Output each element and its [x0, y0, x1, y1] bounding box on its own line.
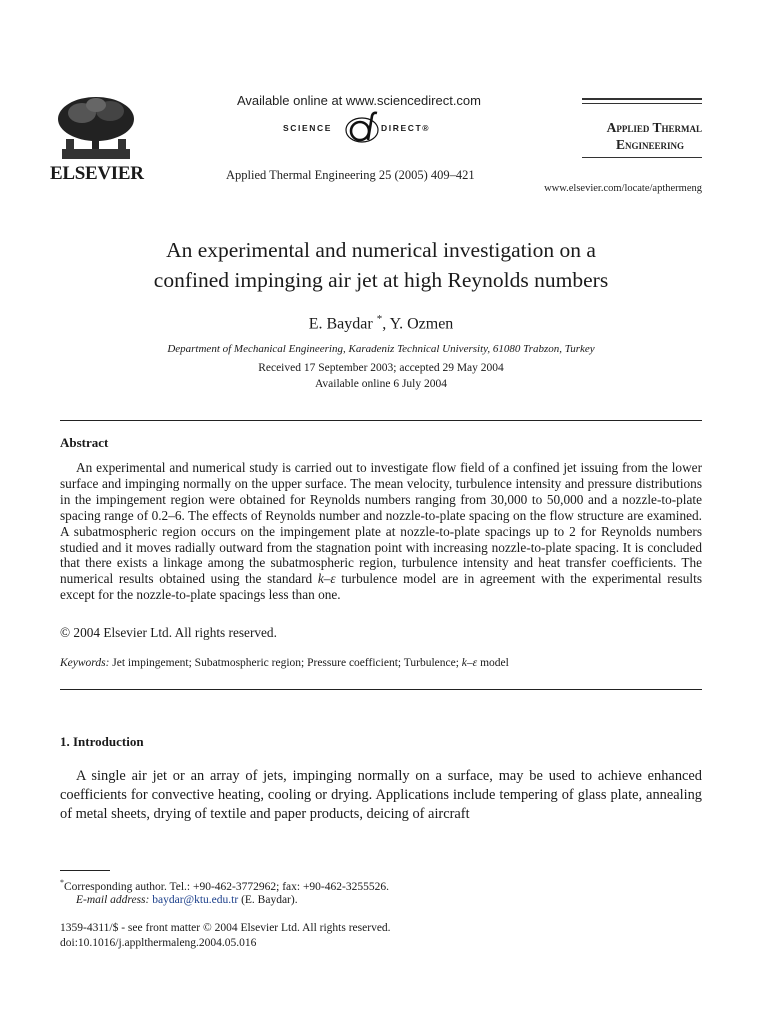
- journal-citation: Applied Thermal Engineering 25 (2005) 409–421: [226, 168, 475, 182]
- affiliation: Department of Mechanical Engineering, Karadeniz Technical University, 61080 Trabzon, Turkey: [167, 343, 595, 355]
- journal-title-rule-bottom: [582, 157, 702, 158]
- footnote-mark: *: [60, 878, 64, 887]
- footnote-corresponding: [60, 878, 389, 893]
- abstract-text-part1: An experimental and numerical study is carried out to investigate flow field of a confined jet issuing from the lower surface and impinging normally on the upper surface. The mean velocity, turbulence intensity and pressure distributions in the impingement region were obtained for Reynolds numbers ranging from 30,000 to 50,000 and a nozzle-to-plate spacing range of 0.2–6. The effects of Reynolds number and nozzle-to-plate spacing on the flow structure are examined. A subatmospheric region occurs on the impingement plate at nozzle-to-plate spacings up to 2 for Reynolds numbers studied and it moves radially outward from the stagnation point with increasing nozzle-to-plate spacing. It is concluded that there exists a linkage among the subatmospheric region, turbulence intensity and heat transfer coefficients. The numerical results obtained using the standard: [60, 460, 702, 587]
- authors: [60, 313, 702, 333]
- abstract-bottom-rule: [60, 689, 702, 690]
- author-ozmen: , Y. Ozmen: [382, 315, 454, 333]
- article-title-line2: confined impinging air jet at high Reynolds numbers: [153, 268, 609, 292]
- elsevier-tree-logo: [52, 95, 140, 161]
- journal-title-line2: Engineering: [615, 137, 684, 152]
- abstract-text-part2: turbulence model are in agreement with the experimental results except for the nozzle-to-plate spacings less than one.: [60, 571, 702, 603]
- sciencedirect-logo-right: DIRECT®: [381, 123, 431, 133]
- journal-title-rule-top-thin: [582, 103, 702, 104]
- keywords-label: Keywords:: [60, 657, 110, 669]
- received-dates: Received 17 September 2003; accepted 29 May 2004: [258, 362, 504, 374]
- sciencedirect-d-icon: [344, 110, 380, 146]
- keywords: [60, 657, 509, 669]
- available-online-text: Available online at www.sciencedirect.com: [237, 93, 481, 108]
- doi-line[interactable]: doi:10.1016/j.applthermaleng.2004.05.016: [60, 937, 257, 949]
- footnote-rule: [60, 870, 110, 871]
- email-link[interactable]: baydar@ktu.edu.tr: [152, 894, 239, 906]
- abstract-heading: Abstract: [60, 435, 109, 450]
- abstract-copyright: © 2004 Elsevier Ltd. All rights reserved.: [60, 625, 277, 640]
- introduction-body: A single air jet or an array of jets, impinging normally on a surface, may be used to achieve enhanced coefficients for convective heating, cooling or drying. Applications include tempering of glass plate, annealing of metal sheets, drying of textile and paper products, deicing of aircraft: [60, 768, 702, 822]
- footnote-corresponding-text: Corresponding author. Tel.: +90-462-3772962; fax: +90-462-3255526.: [64, 880, 389, 893]
- journal-url-link[interactable]: www.elsevier.com/locate/apthermeng: [544, 183, 702, 194]
- sciencedirect-logo-left: SCIENCE: [283, 123, 332, 133]
- journal-title-line1: Applied Thermal: [606, 120, 702, 135]
- email-suffix: (E. Baydar).: [238, 894, 298, 906]
- elsevier-logo-text: ELSEVIER: [50, 163, 144, 184]
- keywords-tail: model: [477, 657, 509, 669]
- keywords-symbol: k–ε: [461, 657, 478, 669]
- introduction-heading: 1. Introduction: [60, 734, 144, 749]
- article-title-line1: An experimental and numerical investigation on a: [166, 238, 596, 262]
- abstract-top-rule: [60, 420, 702, 421]
- abstract-body: [60, 460, 702, 603]
- footnote-email: [76, 894, 298, 906]
- corresponding-author-mark[interactable]: *: [376, 313, 383, 325]
- author-baydar: E. Baydar: [308, 315, 373, 333]
- email-label: E-mail address:: [76, 894, 150, 906]
- journal-title-rule-top: [582, 98, 702, 100]
- keywords-list: Jet impingement; Subatmospheric region; Pressure coefficient; Turbulence;: [109, 657, 462, 669]
- available-date: Available online 6 July 2004: [314, 378, 447, 390]
- model-symbol: k–ε: [317, 571, 336, 587]
- issn-line: 1359-4311/$ - see front matter © 2004 Elsevier Ltd. All rights reserved.: [60, 922, 391, 934]
